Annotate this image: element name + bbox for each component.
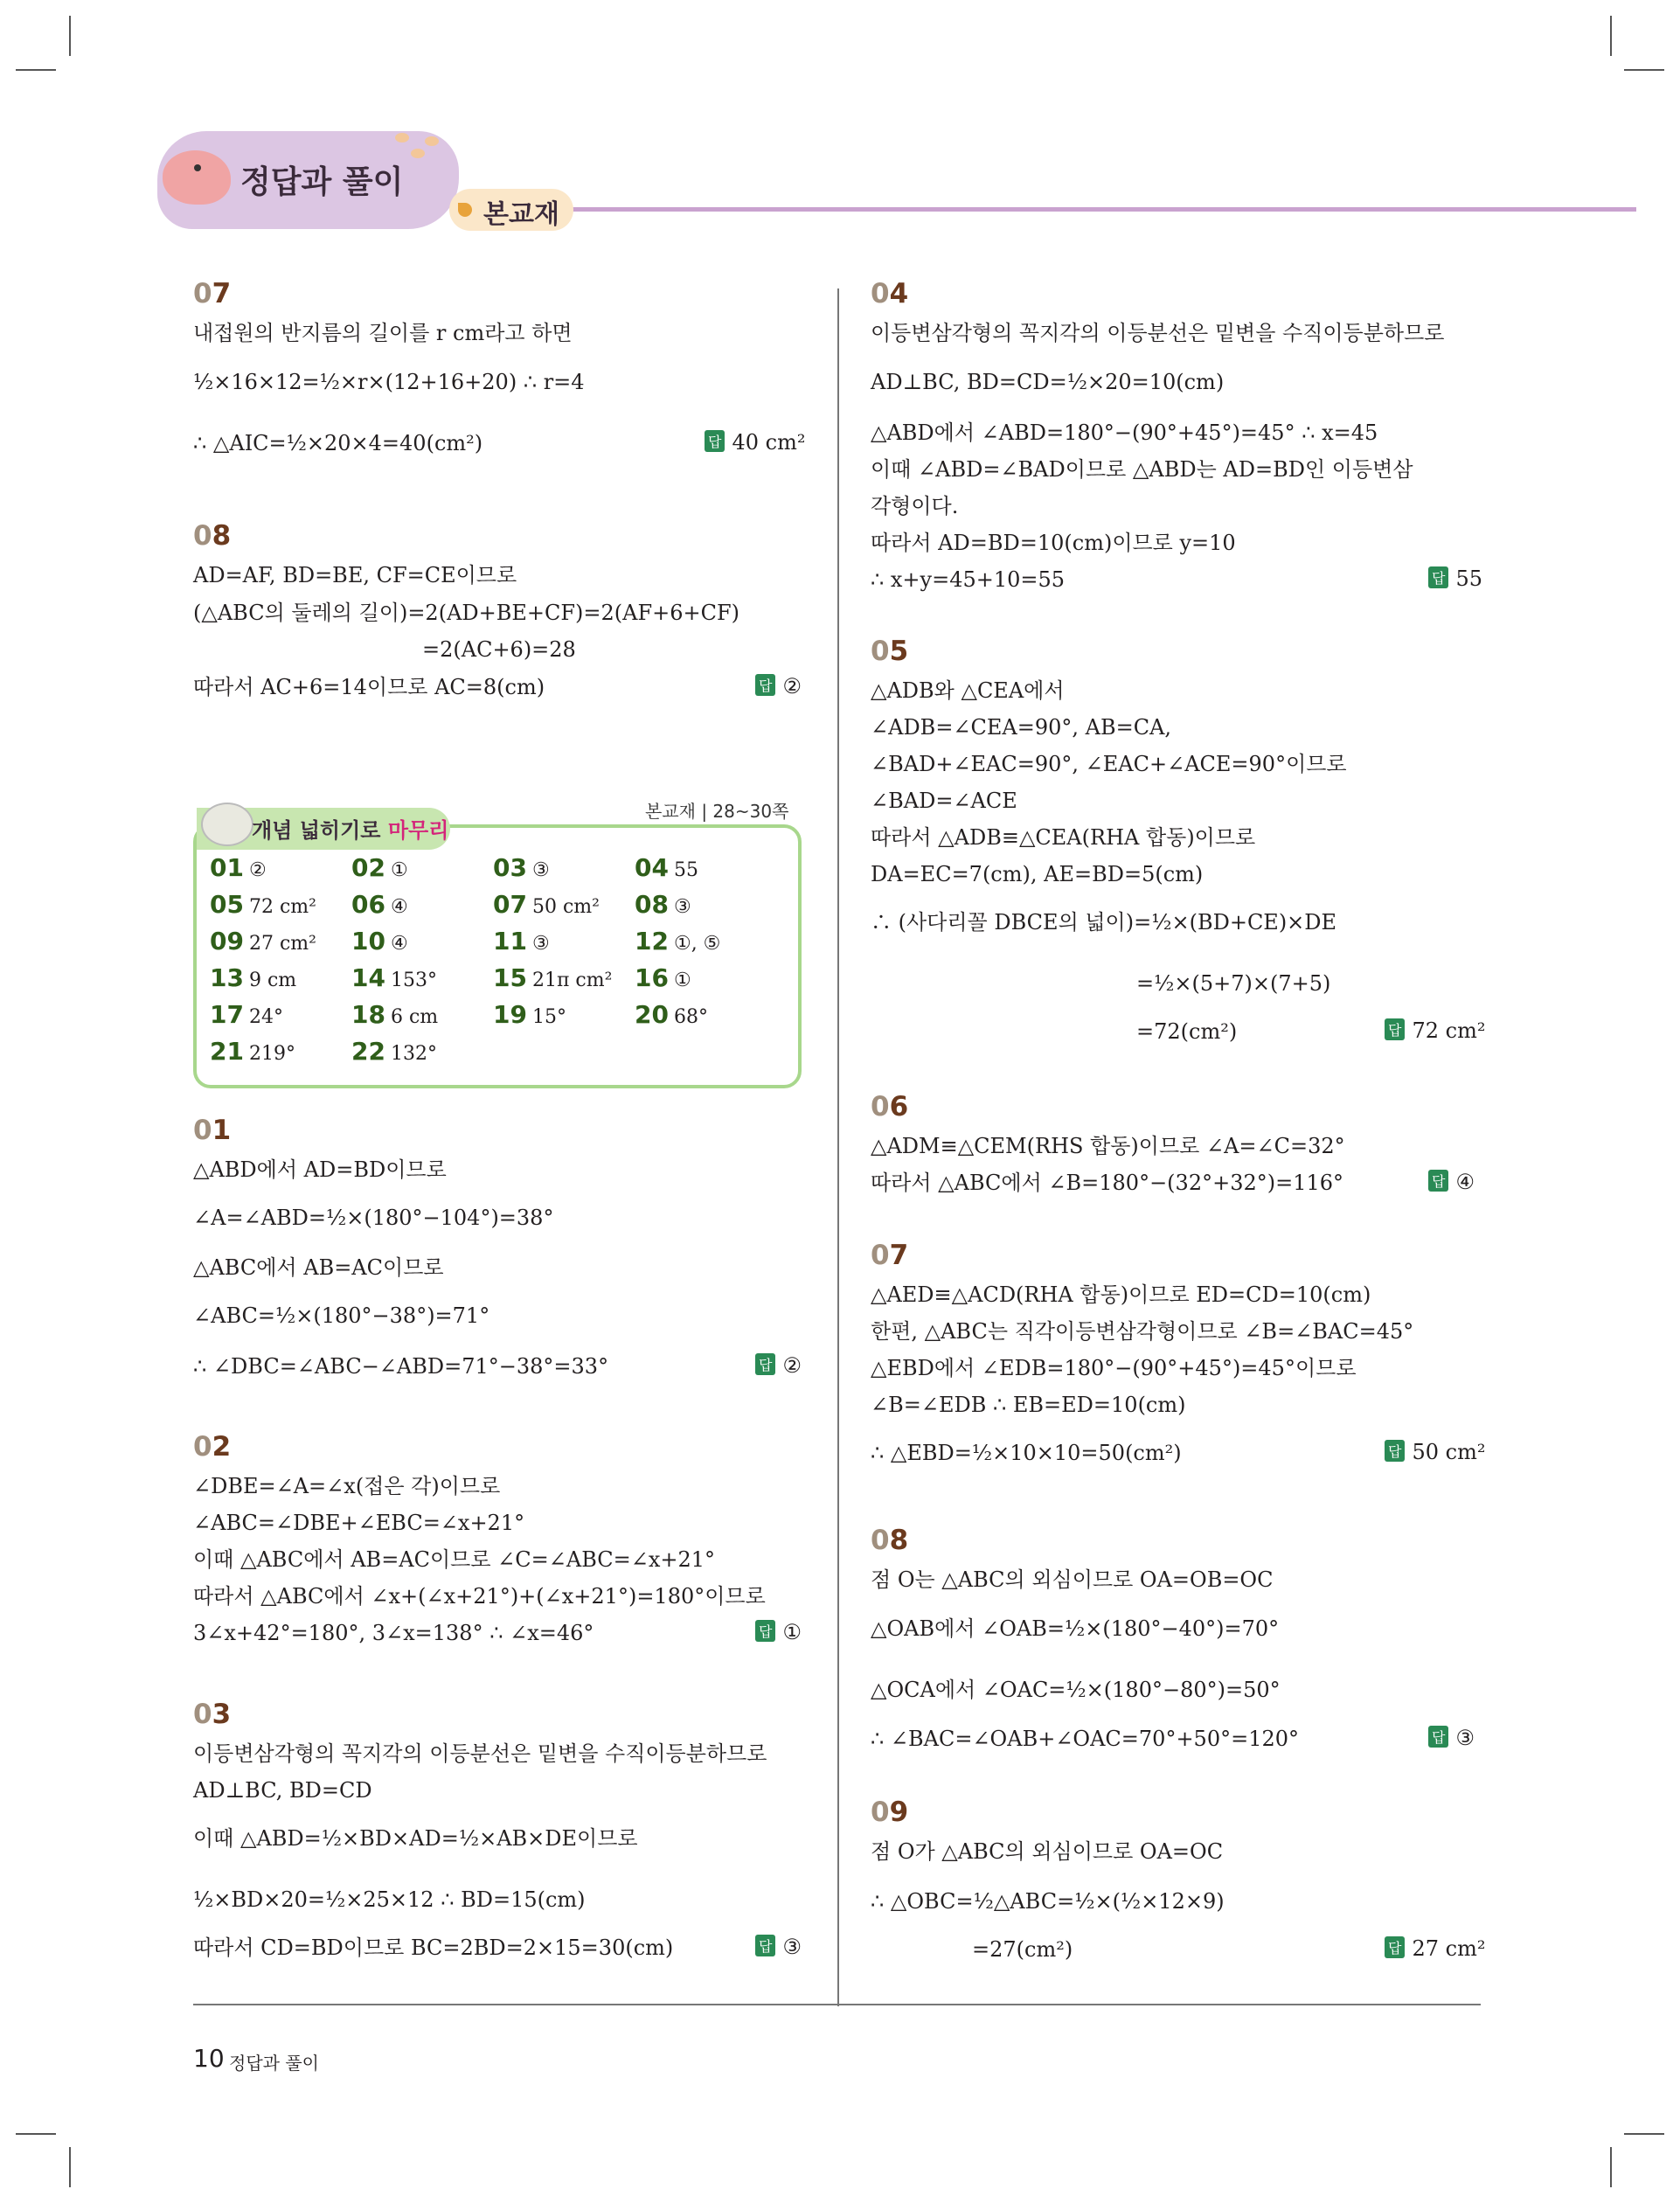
- answer-badge: 답: [1428, 1726, 1448, 1748]
- crop-mark: [1610, 16, 1612, 56]
- solution-line: 따라서 △ABC에서 ∠B=180°−(32°+32°)=116°: [871, 1171, 1344, 1195]
- solution-line: =72(cm²): [1136, 1019, 1238, 1044]
- problem-number: 08: [193, 520, 232, 552]
- problem-number: 04: [871, 278, 909, 309]
- solution-line: =2(AC+6)=28: [422, 637, 576, 662]
- solution-line: △EBD에서 ∠EDB=180°−(90°+45°)=45°이므로: [871, 1356, 1357, 1380]
- solution-line: 이때 △ABD=½×BD×AD=½×AB×DE이므로: [193, 1826, 638, 1851]
- crop-mark: [16, 69, 56, 71]
- answer: 답 ①: [755, 1620, 802, 1644]
- grid-item: 20 68°: [635, 1000, 708, 1029]
- answer: 답 ②: [755, 674, 802, 698]
- column-divider: [837, 288, 839, 2006]
- footer-title: 정답과 풀이: [229, 2053, 319, 2074]
- answer-badge: 답: [755, 1620, 775, 1642]
- solution-line: 한편, △ABC는 직각이등변삼각형이므로 ∠B=∠BAC=45°: [871, 1319, 1414, 1344]
- problem-number: 07: [871, 1240, 909, 1271]
- answer: 답 50 cm²: [1385, 1440, 1485, 1464]
- solution-line: DA=EC=7(cm), AE=BD=5(cm): [871, 862, 1204, 886]
- grid-item: 14 153°: [351, 963, 437, 992]
- solution-line: =½×(5+7)×(7+5): [1136, 971, 1331, 996]
- solution-line: ∠ADB=∠CEA=90°, AB=CA,: [871, 715, 1172, 740]
- solution-line: (△ABC의 둘레의 길이)=2(AD+BE+CF)=2(AF+6+CF): [193, 601, 739, 625]
- grid-item: 11 ③: [493, 927, 550, 956]
- solution-line: 이때 △ABC에서 AB=AC이므로 ∠C=∠ABC=∠x+21°: [193, 1547, 716, 1572]
- problem-number: 02: [193, 1431, 232, 1463]
- solution-line: ∠DBE=∠A=∠x(접은 각)이므로: [193, 1474, 501, 1498]
- solution-line: ∠ABC=∠DBE+∠EBC=∠x+21°: [193, 1511, 525, 1535]
- solution-line: ∠A=∠ABD=½×(180°−104°)=38°: [193, 1206, 554, 1230]
- grid-item: 12 ①, ⑤: [635, 927, 721, 956]
- header-title: 정답과 풀이: [240, 164, 404, 200]
- leaf-icon: [411, 149, 425, 158]
- crop-mark: [1624, 2133, 1664, 2135]
- answer: 답 27 cm²: [1385, 1936, 1485, 1961]
- solution-line: △OCA에서 ∠OAC=½×(180°−80°)=50°: [871, 1678, 1281, 1702]
- problem-number: 06: [871, 1091, 909, 1122]
- grid-item: 22 132°: [351, 1037, 437, 1066]
- solution-line: ∠BAD+∠EAC=90°, ∠EAC+∠ACE=90°이므로: [871, 752, 1347, 776]
- crop-mark: [1624, 69, 1664, 71]
- solution-line: △ADM≡△CEM(RHS 합동)이므로 ∠A=∠C=32°: [871, 1134, 1345, 1158]
- problem-number: 07: [193, 278, 232, 309]
- answer-badge: 답: [755, 1353, 775, 1375]
- solution-line: △ABD에서 AD=BD이므로: [193, 1157, 447, 1182]
- answer-badge: 답: [1428, 1170, 1448, 1192]
- solution-line: ∴ △OBC=½△ABC=½×(½×12×9): [871, 1889, 1225, 1914]
- solution-line: 이등변삼각형의 꼭지각의 이등분선은 밑변을 수직이등분하므로: [871, 321, 1445, 345]
- grid-item: 06 ④: [351, 890, 408, 919]
- grid-item: 13 9 cm: [210, 963, 297, 992]
- grid-item: 21 219°: [210, 1037, 295, 1066]
- header-tab-label: 본교재: [483, 199, 559, 230]
- grid-item: 15 21π cm²: [493, 963, 613, 992]
- solution-line: ½×16×12=½×r×(12+16+20) ∴ r=4: [193, 370, 585, 394]
- solution-line: 따라서 AC+6=14이므로 AC=8(cm): [193, 675, 545, 699]
- solution-line: ∠BAD=∠ACE: [871, 789, 1017, 813]
- solution-line: ∴ △AIC=½×20×4=40(cm²): [193, 431, 483, 455]
- problem-number: 03: [193, 1699, 232, 1730]
- bottom-rule: [193, 2004, 1481, 2005]
- crop-mark: [1610, 2147, 1612, 2187]
- solution-line: 따라서 CD=BD이므로 BC=2BD=2×15=30(cm): [193, 1935, 674, 1960]
- problem-number: 08: [871, 1525, 909, 1556]
- solution-line: 내접원의 반지름의 길이를 r cm라고 하면: [193, 321, 573, 345]
- grid-item: 09 27 cm²: [210, 927, 316, 956]
- problem-number: 01: [193, 1115, 232, 1146]
- solution-line: 점 O는 △ABC의 외심이므로 OA=OB=OC: [871, 1567, 1274, 1592]
- grid-item: 16 ①: [635, 963, 691, 992]
- solution-line: ∠ABC=½×(180°−38°)=71°: [193, 1303, 490, 1328]
- problem-number: 05: [871, 636, 909, 667]
- answer-badge: 답: [1385, 1440, 1405, 1462]
- grid-item: 08 ③: [635, 890, 691, 919]
- grid-item: 05 72 cm²: [210, 890, 316, 919]
- solution-line: △ABC에서 AB=AC이므로: [193, 1255, 444, 1280]
- grid-item: 02 ①: [351, 853, 408, 882]
- grid-item: 19 15°: [493, 1000, 566, 1029]
- whale-eye-icon: [194, 164, 201, 171]
- box-reference: 본교재 | 28~30쪽: [645, 801, 789, 822]
- solution-line: AD=AF, BD=BE, CF=CE이므로: [193, 563, 517, 587]
- answer: 답 ③: [1428, 1726, 1475, 1750]
- cloud-mascot-icon: [201, 803, 253, 846]
- solution-line: ∴ △EBD=½×10×10=50(cm²): [871, 1441, 1182, 1465]
- solution-line: =27(cm²): [972, 1937, 1073, 1962]
- solution-line: △ADB와 △CEA에서: [871, 678, 1065, 703]
- answer-badge: 답: [755, 1935, 775, 1956]
- solution-line: 따라서 AD=BD=10(cm)이므로 y=10: [871, 531, 1236, 555]
- grid-item: 07 50 cm²: [493, 890, 600, 919]
- grid-item: 18 6 cm: [351, 1000, 439, 1029]
- box-title: 개념 넓히기로 마무리: [252, 818, 449, 843]
- grid-item: 04 55: [635, 853, 698, 882]
- answer: 답 40 cm²: [705, 430, 805, 455]
- answer: 답 ③: [755, 1935, 802, 1959]
- whale-mascot-icon: [163, 150, 231, 205]
- solution-line: 따라서 △ABC에서 ∠x+(∠x+21°)+(∠x+21°)=180°이므로: [193, 1584, 766, 1609]
- solution-line: △OAB에서 ∠OAB=½×(180°−40°)=70°: [871, 1616, 1280, 1641]
- leaf-icon: [458, 203, 472, 217]
- answer: 답 ②: [755, 1353, 802, 1378]
- crop-mark: [69, 2147, 71, 2187]
- leaf-icon: [395, 133, 409, 142]
- problem-number: 09: [871, 1796, 909, 1828]
- solution-line: 따라서 △ADB≡△CEA(RHA 합동)이므로: [871, 825, 1256, 850]
- solution-line: AD⊥BC, BD=CD=½×20=10(cm): [871, 370, 1225, 394]
- answer-badge: 답: [1385, 1936, 1405, 1958]
- answer-badge: 답: [755, 674, 775, 696]
- page-number: 10: [193, 2044, 225, 2073]
- grid-item: 03 ③: [493, 853, 550, 882]
- answer-badge: 답: [705, 430, 725, 452]
- solution-line: 이때 ∠ABD=∠BAD이므로 △ABD는 AD=BD인 이등변삼: [871, 457, 1413, 482]
- solution-line: 이등변삼각형의 꼭지각의 이등분선은 밑변을 수직이등분하므로: [193, 1741, 767, 1766]
- header-rule: [568, 207, 1636, 212]
- crop-mark: [69, 16, 71, 56]
- solution-line: ½×BD×20=½×25×12 ∴ BD=15(cm): [193, 1887, 586, 1912]
- solution-line: ∴ ∠DBC=∠ABC−∠ABD=71°−38°=33°: [193, 1354, 609, 1379]
- solution-line: 각형이다.: [871, 494, 959, 518]
- answer: 답 ④: [1428, 1170, 1475, 1194]
- answer-badge: 답: [1385, 1018, 1405, 1040]
- solution-line: ∴ ∠BAC=∠OAB+∠OAC=70°+50°=120°: [871, 1727, 1300, 1751]
- grid-item: 17 24°: [210, 1000, 283, 1029]
- solution-line: △AED≡△ACD(RHA 합동)이므로 ED=CD=10(cm): [871, 1282, 1371, 1307]
- solution-line: ∴ (사다리꼴 DBCE의 넓이)=½×(BD+CE)×DE: [871, 910, 1337, 935]
- answer-badge: 답: [1428, 566, 1448, 588]
- solution-line: AD⊥BC, BD=CD: [193, 1778, 372, 1803]
- answer: 답 55: [1428, 566, 1482, 591]
- solution-line: 3∠x+42°=180°, 3∠x=138° ∴ ∠x=46°: [193, 1621, 594, 1645]
- crop-mark: [16, 2133, 56, 2135]
- solution-line: △ABD에서 ∠ABD=180°−(90°+45°)=45° ∴ x=45: [871, 420, 1378, 445]
- answer: 답 72 cm²: [1385, 1018, 1485, 1043]
- solution-line: ∴ x+y=45+10=55: [871, 567, 1066, 592]
- grid-item: 10 ④: [351, 927, 408, 956]
- solution-line: 점 O가 △ABC의 외심이므로 OA=OC: [871, 1839, 1224, 1864]
- leaf-icon: [425, 136, 439, 146]
- grid-item: 01 ②: [210, 853, 267, 882]
- solution-line: ∠B=∠EDB ∴ EB=ED=10(cm): [871, 1393, 1186, 1417]
